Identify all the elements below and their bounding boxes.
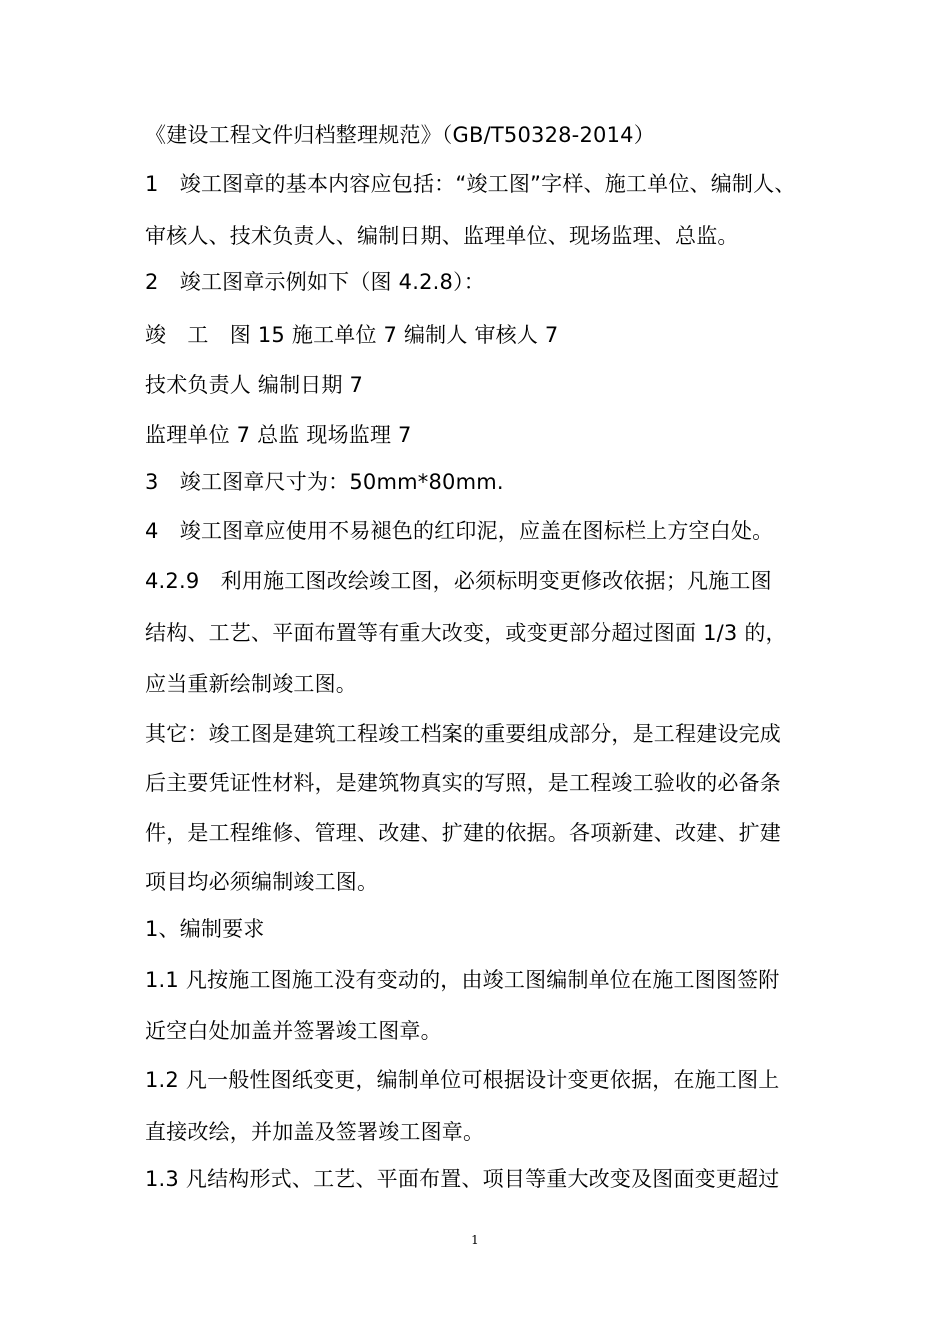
text-line: 直接改绘，并加盖及签署竣工图章。: [145, 1120, 485, 1144]
text-line: 项目均必须编制竣工图。: [145, 870, 379, 894]
text-line: 应当重新绘制竣工图。: [145, 672, 357, 696]
stamp-example-line: 监理单位 7 总监 现场监理 7: [145, 423, 412, 447]
text-line: 1.2 凡一般性图纸变更，编制单位可根据设计变更依据，在施工图上: [145, 1068, 780, 1092]
text-line: 1.1 凡按施工图施工没有变动的，由竣工图编制单位在施工图图签附: [145, 968, 780, 992]
text-line: 3 竣工图章尺寸为：50mm*80mm.: [145, 470, 504, 494]
stamp-example-line: 竣 工 图 15 施工单位 7 编制人 审核人 7: [145, 323, 559, 347]
text-line: 审核人、技术负责人、编制日期、监理单位、现场监理、总监。: [145, 224, 739, 248]
section-heading: 1、编制要求: [145, 917, 265, 941]
text-line: 近空白处加盖并签署竣工图章。: [145, 1019, 442, 1043]
text-line: 件，是工程维修、管理、改建、扩建的依据。各项新建、改建、扩建: [145, 821, 781, 845]
document-title-line: 《建设工程文件归档整理规范》（GB/T50328-2014）: [145, 123, 655, 147]
text-line: 后主要凭证性材料，是建筑物真实的写照，是工程竣工验收的必备条: [145, 771, 781, 795]
text-line: 4 竣工图章应使用不易褪色的红印泥，应盖在图标栏上方空白处。: [145, 519, 774, 543]
text-line: 4.2.9 利用施工图改绘竣工图，必须标明变更修改依据；凡施工图: [145, 569, 772, 593]
text-line: 1.3 凡结构形式、工艺、平面布置、项目等重大改变及图面变更超过: [145, 1167, 780, 1191]
text-line: 结构、工艺、平面布置等有重大改变，或变更部分超过图面 1/3 的，: [145, 621, 787, 645]
stamp-example-line: 技术负责人 编制日期 7: [145, 373, 364, 397]
text-line: 1 竣工图章的基本内容应包括：“竣工图”字样、施工单位、编制人、: [145, 172, 796, 196]
text-line: 其它：竣工图是建筑工程竣工档案的重要组成部分，是工程建设完成: [145, 722, 781, 746]
page-number: 1: [471, 1233, 479, 1247]
text-line: 2 竣工图章示例如下（图 4.2.8）：: [145, 270, 485, 294]
